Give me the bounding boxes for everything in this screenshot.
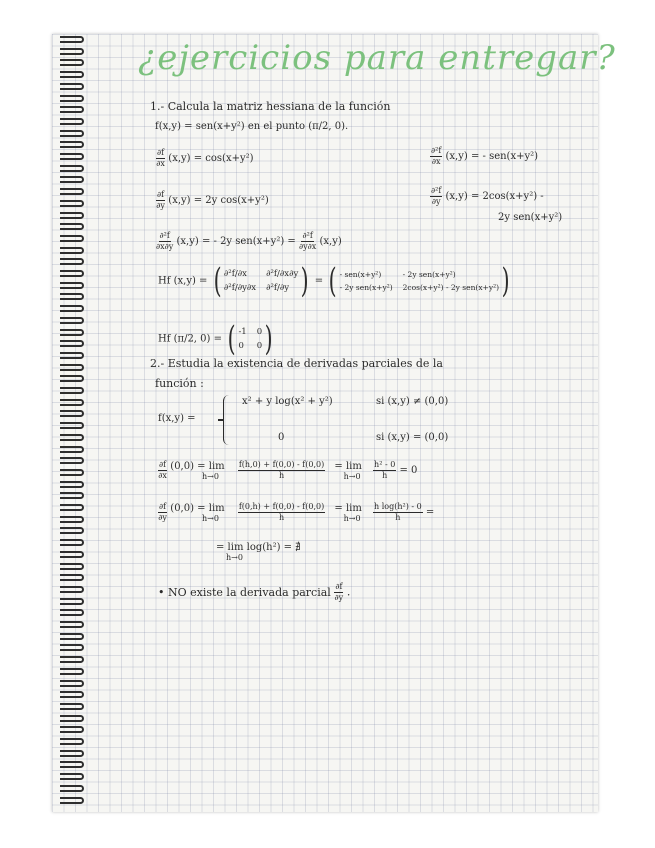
spiral-ring (60, 563, 84, 570)
ex2-case2-cond: si (x,y) = (0,0) (376, 432, 449, 443)
spiral-ring (60, 317, 84, 324)
spiral-ring (60, 340, 84, 347)
spiral-ring (60, 235, 84, 242)
spiral-ring (60, 761, 84, 768)
spiral-ring (60, 247, 84, 254)
ex1-statement-2: f(x,y) = sen(x+y²) en el punto (π/2, 0). (155, 121, 349, 132)
spiral-ring (60, 715, 84, 722)
spiral-ring (60, 223, 84, 230)
spiral-ring (60, 352, 84, 359)
spiral-ring (60, 656, 84, 663)
spiral-ring (60, 481, 84, 488)
spiral-ring (60, 574, 84, 581)
spiral-ring (60, 738, 84, 745)
spiral-ring (60, 726, 84, 733)
spiral-ring (60, 422, 84, 429)
ex1-statement-1: 1.- Calcula la matriz hessiana de la función (150, 100, 391, 113)
spiral-ring (60, 176, 84, 183)
spiral-ring (60, 399, 84, 406)
ex2-case1-expr: x² + y log(x² + y²) (242, 396, 333, 407)
spiral-ring (60, 106, 84, 113)
ex2-dy-line2: = lim log(h²) = ∄ h→0 (216, 542, 301, 562)
spiral-ring (60, 703, 84, 710)
ex2-statement-1: 2.- Estudia la existencia de derivadas parciales de la (150, 357, 443, 370)
ex1-hessian: Hf (x,y) = ( ∂²f/∂x ∂²f/∂x∂y ∂²f/∂y∂x ∂²f/∂y ) = ( - sen(x+y²) - 2y sen(x+y²) - 2y sen(x+y²) 2cos(x+y²) - 2y sen(x+y²) ) (158, 264, 512, 298)
ex2-statement-2: función : (155, 377, 204, 390)
ex2-conclusion: • NO existe la derivada parcial $\frac{\partial f}{\partial y}$ . (158, 582, 351, 602)
hessian-symbolic-matrix: ( ∂²f/∂x ∂²f/∂x∂y ∂²f/∂y∂x ∂²f/∂y ) (213, 261, 309, 301)
spiral-ring (60, 691, 84, 698)
ex2-f-lhs: f(x,y) = (158, 413, 196, 424)
ex2-dy-derivative: $\frac{\partial f}{\partial y}$ (0,0) = lim h→0 $\frac{f(0,h) + f(0,0) - f(0,0)}{h}$ = lim h→0 $\frac{\text{h log(h²) - 0}}{h}$ = (158, 502, 435, 523)
spiral-ring (60, 329, 84, 336)
spiral-ring (60, 504, 84, 511)
spiral-ring (60, 586, 84, 593)
spiral-ring (60, 293, 84, 300)
spiral-ring (60, 750, 84, 757)
spiral-ring (60, 59, 84, 66)
spiral-ring (60, 375, 84, 382)
spiral-ring (60, 36, 84, 43)
spiral-ring (60, 621, 84, 628)
hessian-value-matrix: ( - sen(x+y²) - 2y sen(x+y²) - 2y sen(x+y²) 2cos(x+y²) - 2y sen(x+y²) ) (328, 261, 510, 301)
spiral-ring (60, 188, 84, 195)
spiral-ring (60, 539, 84, 546)
hessian-point-matrix: ( -1 0 0 0 ) (227, 319, 273, 359)
ex1-fxx: $\frac{\text{∂²f}}{\partial x}$ (x,y) = - sen(x+y²) (431, 146, 539, 166)
page-title: ¿ejercicios para entregar? (138, 38, 616, 78)
ex2-case1-cond: si (x,y) ≠ (0,0) (376, 396, 449, 407)
spiral-ring (60, 258, 84, 265)
ex1-fyy: $\frac{\text{∂²f}}{\partial y}$ (x,y) = 2cos(x+y²) - (431, 186, 544, 206)
spiral-ring (60, 95, 84, 102)
spiral-ring (60, 141, 84, 148)
spiral-ring (60, 364, 84, 371)
spiral-ring (60, 48, 84, 55)
spiral-ring (60, 270, 84, 277)
spiral-ring (60, 644, 84, 651)
spiral-ring (60, 469, 84, 476)
spiral-ring (60, 165, 84, 172)
ex2-case2-expr: 0 (278, 432, 285, 443)
spiral-ring (60, 773, 84, 780)
piecewise-brace (223, 395, 234, 445)
spiral-ring (60, 305, 84, 312)
spiral-ring (60, 516, 84, 523)
ex1-fyy-cont: 2y sen(x+y²) (498, 212, 563, 223)
ex2-dx-derivative: $\frac{\partial f}{\partial x}$ (0,0) = lim h→0 $\frac{f(h,0) + f(0,0) - f(0,0)}{h}$ = lim h→0 $\frac{\text{h² - 0}}{h}$ = 0 (158, 460, 418, 481)
spiral-ring (60, 200, 84, 207)
spiral-ring (60, 680, 84, 687)
spiral-binding (60, 36, 86, 812)
spiral-ring (60, 387, 84, 394)
spiral-ring (60, 598, 84, 605)
spiral-ring (60, 71, 84, 78)
spiral-ring (60, 153, 84, 160)
ex1-fx: $\frac{\partial f}{\partial x}$ (x,y) = cos(x+y²) (156, 148, 254, 168)
spiral-ring (60, 668, 84, 675)
spiral-ring (60, 797, 84, 804)
spiral-ring (60, 633, 84, 640)
ex1-hessian-point: Hf (π/2, 0) = ( -1 0 0 0 ) (158, 322, 275, 356)
spiral-ring (60, 609, 84, 616)
spiral-ring (60, 457, 84, 464)
spiral-ring (60, 492, 84, 499)
spiral-ring (60, 83, 84, 90)
ex1-fy: $\frac{\partial f}{\partial y}$ (x,y) = 2y cos(x+y²) (156, 190, 269, 210)
spiral-ring (60, 282, 84, 289)
spiral-ring (60, 551, 84, 558)
ex1-fxy: $\frac{\text{∂²f}}{\partial x\partial y}$ (x,y) = - 2y sen(x+y²) = $\frac{\text{∂²f}}{\partial y\partial x}$ (x,y) (156, 231, 342, 251)
spiral-ring (60, 212, 84, 219)
spiral-ring (60, 785, 84, 792)
spiral-ring (60, 446, 84, 453)
spiral-ring (60, 434, 84, 441)
spiral-ring (60, 410, 84, 417)
spiral-ring (60, 527, 84, 534)
spiral-ring (60, 130, 84, 137)
spiral-ring (60, 118, 84, 125)
